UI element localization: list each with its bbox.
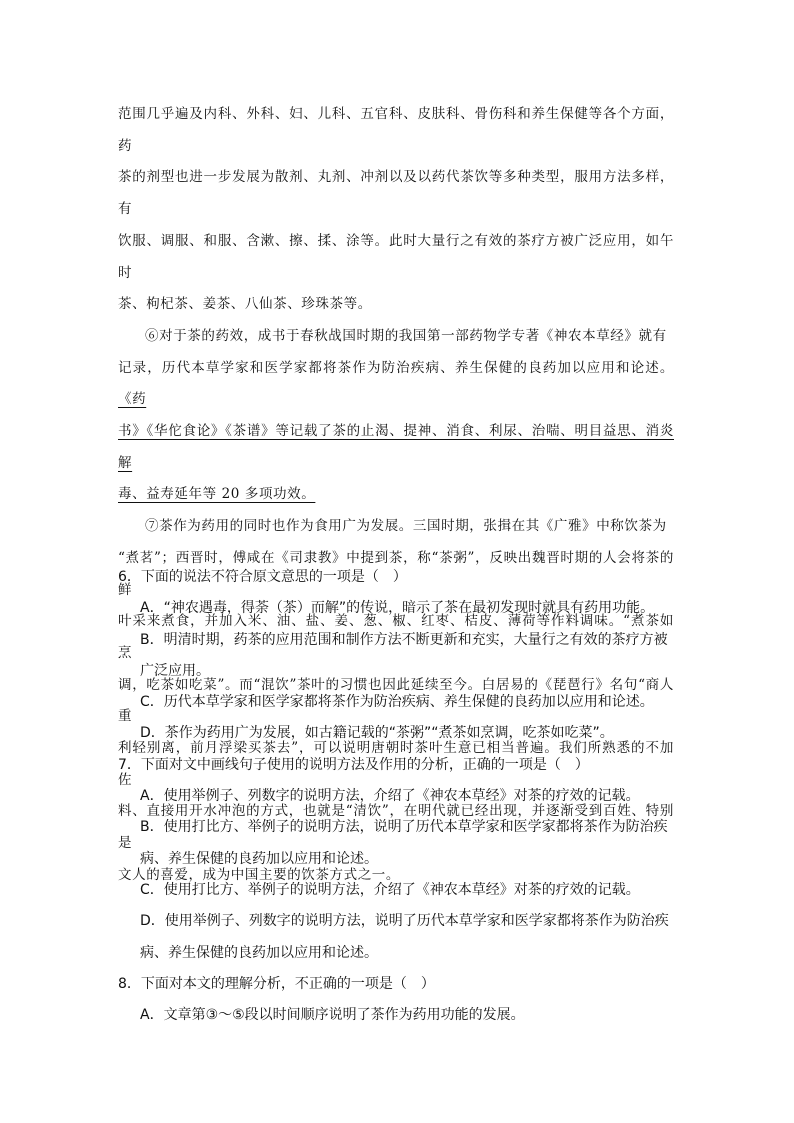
option-d: D．使用举例子、列数字的说明方法，说明了历代本草学家和医学家都将茶作为防治疾 bbox=[140, 913, 669, 930]
paragraph-6 bbox=[118, 321, 674, 511]
text-line: 茶、枸杞茶、姜茶、八仙茶、珍珠茶等。 bbox=[118, 296, 372, 313]
option-d-continued: 病、养生保健的良药加以应用和论述。 bbox=[140, 944, 378, 961]
text-line: 茶的剂型也进一步发展为散剂、丸剂、冲剂以及以药代茶饮等多种类型，服用方法多样，有 bbox=[118, 169, 674, 218]
text-line: ⑦茶作为药用的同时也作为食用广为发展。三国时期，张揖在其《广雅》中称饮茶为 bbox=[145, 518, 667, 535]
question-stem: 8．下面对本文的理解分析，不正确的一项是（ ） bbox=[118, 975, 435, 992]
option-a: A．文章第③～⑤段以时间顺序说明了茶作为药用功能的发展。 bbox=[140, 1007, 525, 1024]
question-7 bbox=[118, 750, 678, 969]
question-stem: 6．下面的说法不符合原文意思的一项是（ ） bbox=[118, 569, 407, 585]
option-d: D．茶作为药用广为发展，如古籍记载的“茶粥”“煮茶如烹调，吃茶如吃菜”。 bbox=[140, 725, 614, 742]
option-b-continued: 广泛应用。 bbox=[140, 662, 210, 679]
paragraph-5-tail bbox=[118, 99, 674, 321]
text-line: 料、直接用开水冲泡的方式，也就是“清饮”，在明代就已经出现，并逐渐受到百姓、特别是 bbox=[118, 803, 674, 852]
text-line: 叶采来煮食，并加入米、油、盐、姜、葱、椒、红枣、桔皮、薄荷等作料调味。“煮茶如烹 bbox=[118, 613, 674, 661]
question-8 bbox=[118, 969, 678, 1032]
option-b: B．使用打比方、举例子的说明方法，说明了历代本草学家和医学家都将茶作为防治疾 bbox=[140, 819, 668, 836]
text-line: 范围几乎遍及内科、外科、妇、儿科、五官科、皮肤科、骨伤科和养生保健等各个方面，药 bbox=[118, 106, 674, 154]
underlined-sentence: 书》《华佗食论》《茶谱》等记载了茶的止渴、提神、消食、利尿、治喘、明目益思、消炎解 bbox=[118, 423, 674, 471]
text-line: 调，吃茶如吃菜”。而“混饮”茶叶的习惯也因此延续至今。白居易的《琵琶行》名句“商人重 bbox=[118, 676, 674, 725]
underlined-sentence-start: 《药 bbox=[118, 391, 147, 408]
text-line: ⑥对于茶的药效，成书于春秋战国时期的我国第一部药物学专著《神农本草经》就有 bbox=[145, 327, 667, 344]
option-b: B．明清时期，药茶的应用范围和制作方法不断更新和充实，大量行之有效的茶疗方被 bbox=[140, 631, 668, 648]
question-list bbox=[118, 562, 678, 1031]
text-line: “煮茗”；西晋时，傅咸在《司隶教》中提到茶，称“茶粥”，反映出魏晋时期的人会将茶的鲜 bbox=[118, 549, 674, 598]
option-b-continued: 病、养生保健的良药加以应用和论述。 bbox=[140, 850, 378, 867]
text-line: 记录，历代本草学家和医学家都将茶作为防治疾病、养生保健的良药加以应用和论述。 bbox=[118, 359, 674, 376]
question-6 bbox=[118, 562, 678, 750]
option-c: C．使用打比方、举例子的说明方法，介绍了《神农本草经》对茶的疗效的记载。 bbox=[140, 881, 640, 898]
option-a: A．使用举例子、列数字的说明方法，介绍了《神农本草经》对茶的疗效的记载。 bbox=[140, 788, 640, 805]
underlined-sentence-end: 毒、益寿延年等 20 多项功效。 bbox=[118, 486, 316, 503]
text-line: 饮服、调服、和服、含漱、擦、揉、涂等。此时大量行之有效的茶疗方被广泛应用，如午时 bbox=[118, 232, 674, 281]
option-c: C．历代本草学家和医学家都将茶作为防治疾病、养生保健的良药加以应用和论述。 bbox=[140, 694, 654, 711]
text-line: 文人的喜爱，成为中国主要的饮茶方式之一。 bbox=[118, 866, 400, 883]
option-a: A．“神农遇毒，得荼（茶）而解”的传说，暗示了茶在最初发现时就具有药用功能。 bbox=[140, 600, 655, 617]
question-stem: 7．下面对文中画线句子使用的说明方法及作用的分析，正确的一项是（ ） bbox=[118, 756, 589, 773]
text-line: 利轻别离，前月浮梁买茶去”，可以说明唐朝时茶叶生意已相当普遍。我们所熟悉的不加佐 bbox=[118, 740, 674, 788]
